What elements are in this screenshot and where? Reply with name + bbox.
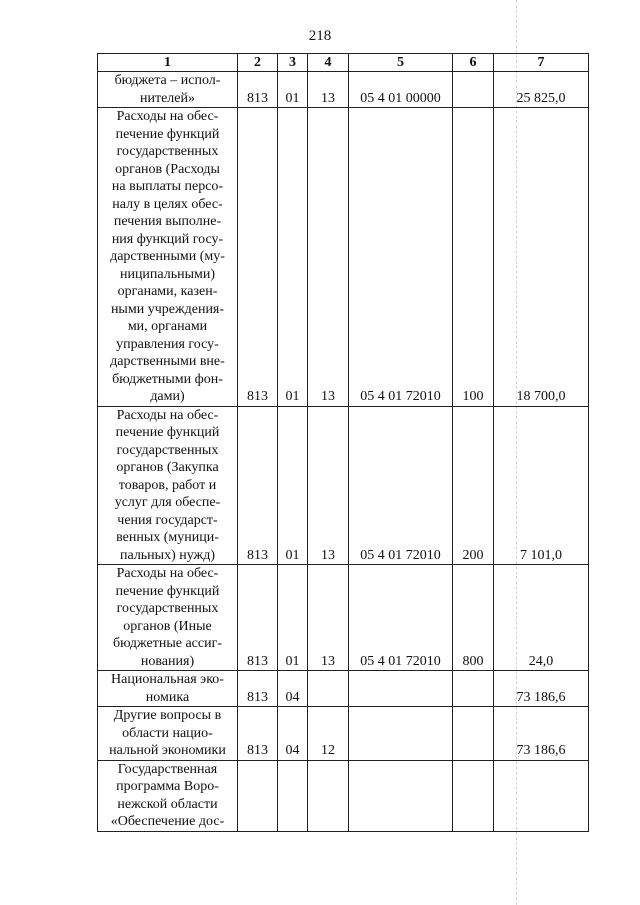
row-target-article: 05 4 01 72010	[349, 108, 453, 407]
col-header-section: 3	[278, 54, 308, 72]
row-expense-type: 100	[453, 108, 494, 407]
row-name: Расходы на обес- печение функций государственных органов (Расходы на выплаты персо- налу в целях обес- печения выполне- ния функций госу- дарственными (му- ниципальными) органами, казен- ными учреждения- ми, органами управления госу- дарственными вне- бюджетными фон- дами)	[98, 108, 238, 407]
row-section: 04	[278, 671, 308, 707]
row-amount: 18 700,0	[494, 108, 589, 407]
row-section: 01	[278, 108, 308, 407]
page-number: 218	[308, 28, 332, 44]
row-amount: 73 186,6	[494, 707, 589, 761]
budget-table	[97, 53, 589, 832]
row-name: Другие вопросы в области нацио- нальной экономики	[98, 707, 238, 761]
row-amount: 25 825,0	[494, 72, 589, 108]
row-name: Национальная эко- номика	[98, 671, 238, 707]
row-target-article: 05 4 01 72010	[349, 406, 453, 565]
row-grbs: 813	[238, 707, 278, 761]
row-subsection: 12	[308, 707, 349, 761]
row-name: Расходы на обес- печение функций государственных органов (Иные бюджетные ассиг- нования)	[98, 565, 238, 671]
row-subsection	[308, 760, 349, 831]
table-row	[98, 760, 589, 831]
table-row	[98, 707, 589, 761]
col-header-subsection: 4	[308, 54, 349, 72]
col-header-amount: 7	[494, 54, 589, 72]
table-row	[98, 565, 589, 671]
row-grbs: 813	[238, 406, 278, 565]
header-row	[98, 54, 589, 72]
row-amount: 73 186,6	[494, 671, 589, 707]
row-expense-type: 800	[453, 565, 494, 671]
table-row	[98, 671, 589, 707]
table-row	[98, 406, 589, 565]
row-name: Государственная программа Воро- нежской области «Обеспечение дос-	[98, 760, 238, 831]
row-grbs: 813	[238, 565, 278, 671]
row-section: 01	[278, 565, 308, 671]
row-subsection: 13	[308, 108, 349, 407]
row-grbs	[238, 760, 278, 831]
row-target-article	[349, 760, 453, 831]
row-subsection: 13	[308, 565, 349, 671]
row-target-article	[349, 671, 453, 707]
col-header-grbs: 2	[238, 54, 278, 72]
row-section	[278, 760, 308, 831]
row-section: 01	[278, 406, 308, 565]
col-header-expense-type: 6	[453, 54, 494, 72]
row-subsection: 13	[308, 72, 349, 108]
row-amount: 7 101,0	[494, 406, 589, 565]
row-name: Расходы на обес- печение функций государственных органов (Закупка товаров, работ и услуг для обеспе- чения государст- венных (муници- пальных) нужд)	[98, 406, 238, 565]
row-target-article: 05 4 01 00000	[349, 72, 453, 108]
table-row	[98, 108, 589, 407]
row-name: бюджета – испол- нителей»	[98, 72, 238, 108]
col-header-name: 1	[98, 54, 238, 72]
row-grbs: 813	[238, 108, 278, 407]
row-grbs: 813	[238, 72, 278, 108]
row-subsection: 13	[308, 406, 349, 565]
table-row	[98, 72, 589, 108]
row-amount	[494, 760, 589, 831]
row-expense-type	[453, 707, 494, 761]
row-expense-type: 200	[453, 406, 494, 565]
col-header-target-article: 5	[349, 54, 453, 72]
row-target-article	[349, 707, 453, 761]
row-amount: 24,0	[494, 565, 589, 671]
row-grbs: 813	[238, 671, 278, 707]
row-expense-type	[453, 671, 494, 707]
row-subsection	[308, 671, 349, 707]
row-section: 01	[278, 72, 308, 108]
row-section: 04	[278, 707, 308, 761]
row-expense-type	[453, 760, 494, 831]
row-expense-type	[453, 72, 494, 108]
row-target-article: 05 4 01 72010	[349, 565, 453, 671]
